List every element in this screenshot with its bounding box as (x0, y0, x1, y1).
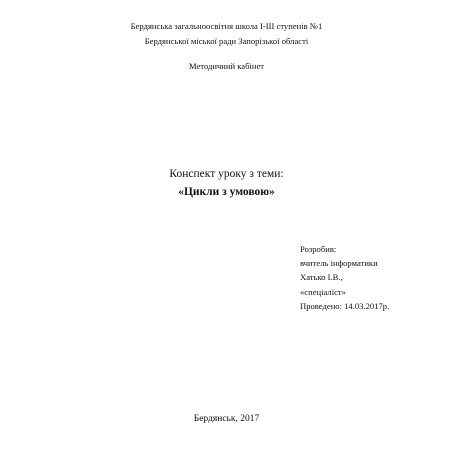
conducted-date: Проведено: 14.03.2017р. (300, 300, 390, 311)
author-name: Хатько І.В., (300, 272, 343, 283)
lesson-topic-heading: Конспект уроку з теми: (169, 168, 284, 180)
council-name-line: Бердянської міської ради Запорізької області (144, 36, 309, 46)
author-position: вчитель інформатики (300, 258, 378, 269)
school-name-line: Бердянська загальноосвітня школа І-ІІІ ступенів №1 (130, 21, 323, 31)
author-block (300, 242, 389, 313)
methodical-cabinet-label: Методичний кабінет (188, 61, 265, 71)
author-category: «спеціаліст» (300, 286, 346, 297)
city-year-footer: Бердянськ, 2017 (193, 414, 260, 424)
lesson-topic-name: «Цикли з умовою» (178, 186, 275, 198)
developed-by-label: Розробив: (300, 244, 337, 254)
